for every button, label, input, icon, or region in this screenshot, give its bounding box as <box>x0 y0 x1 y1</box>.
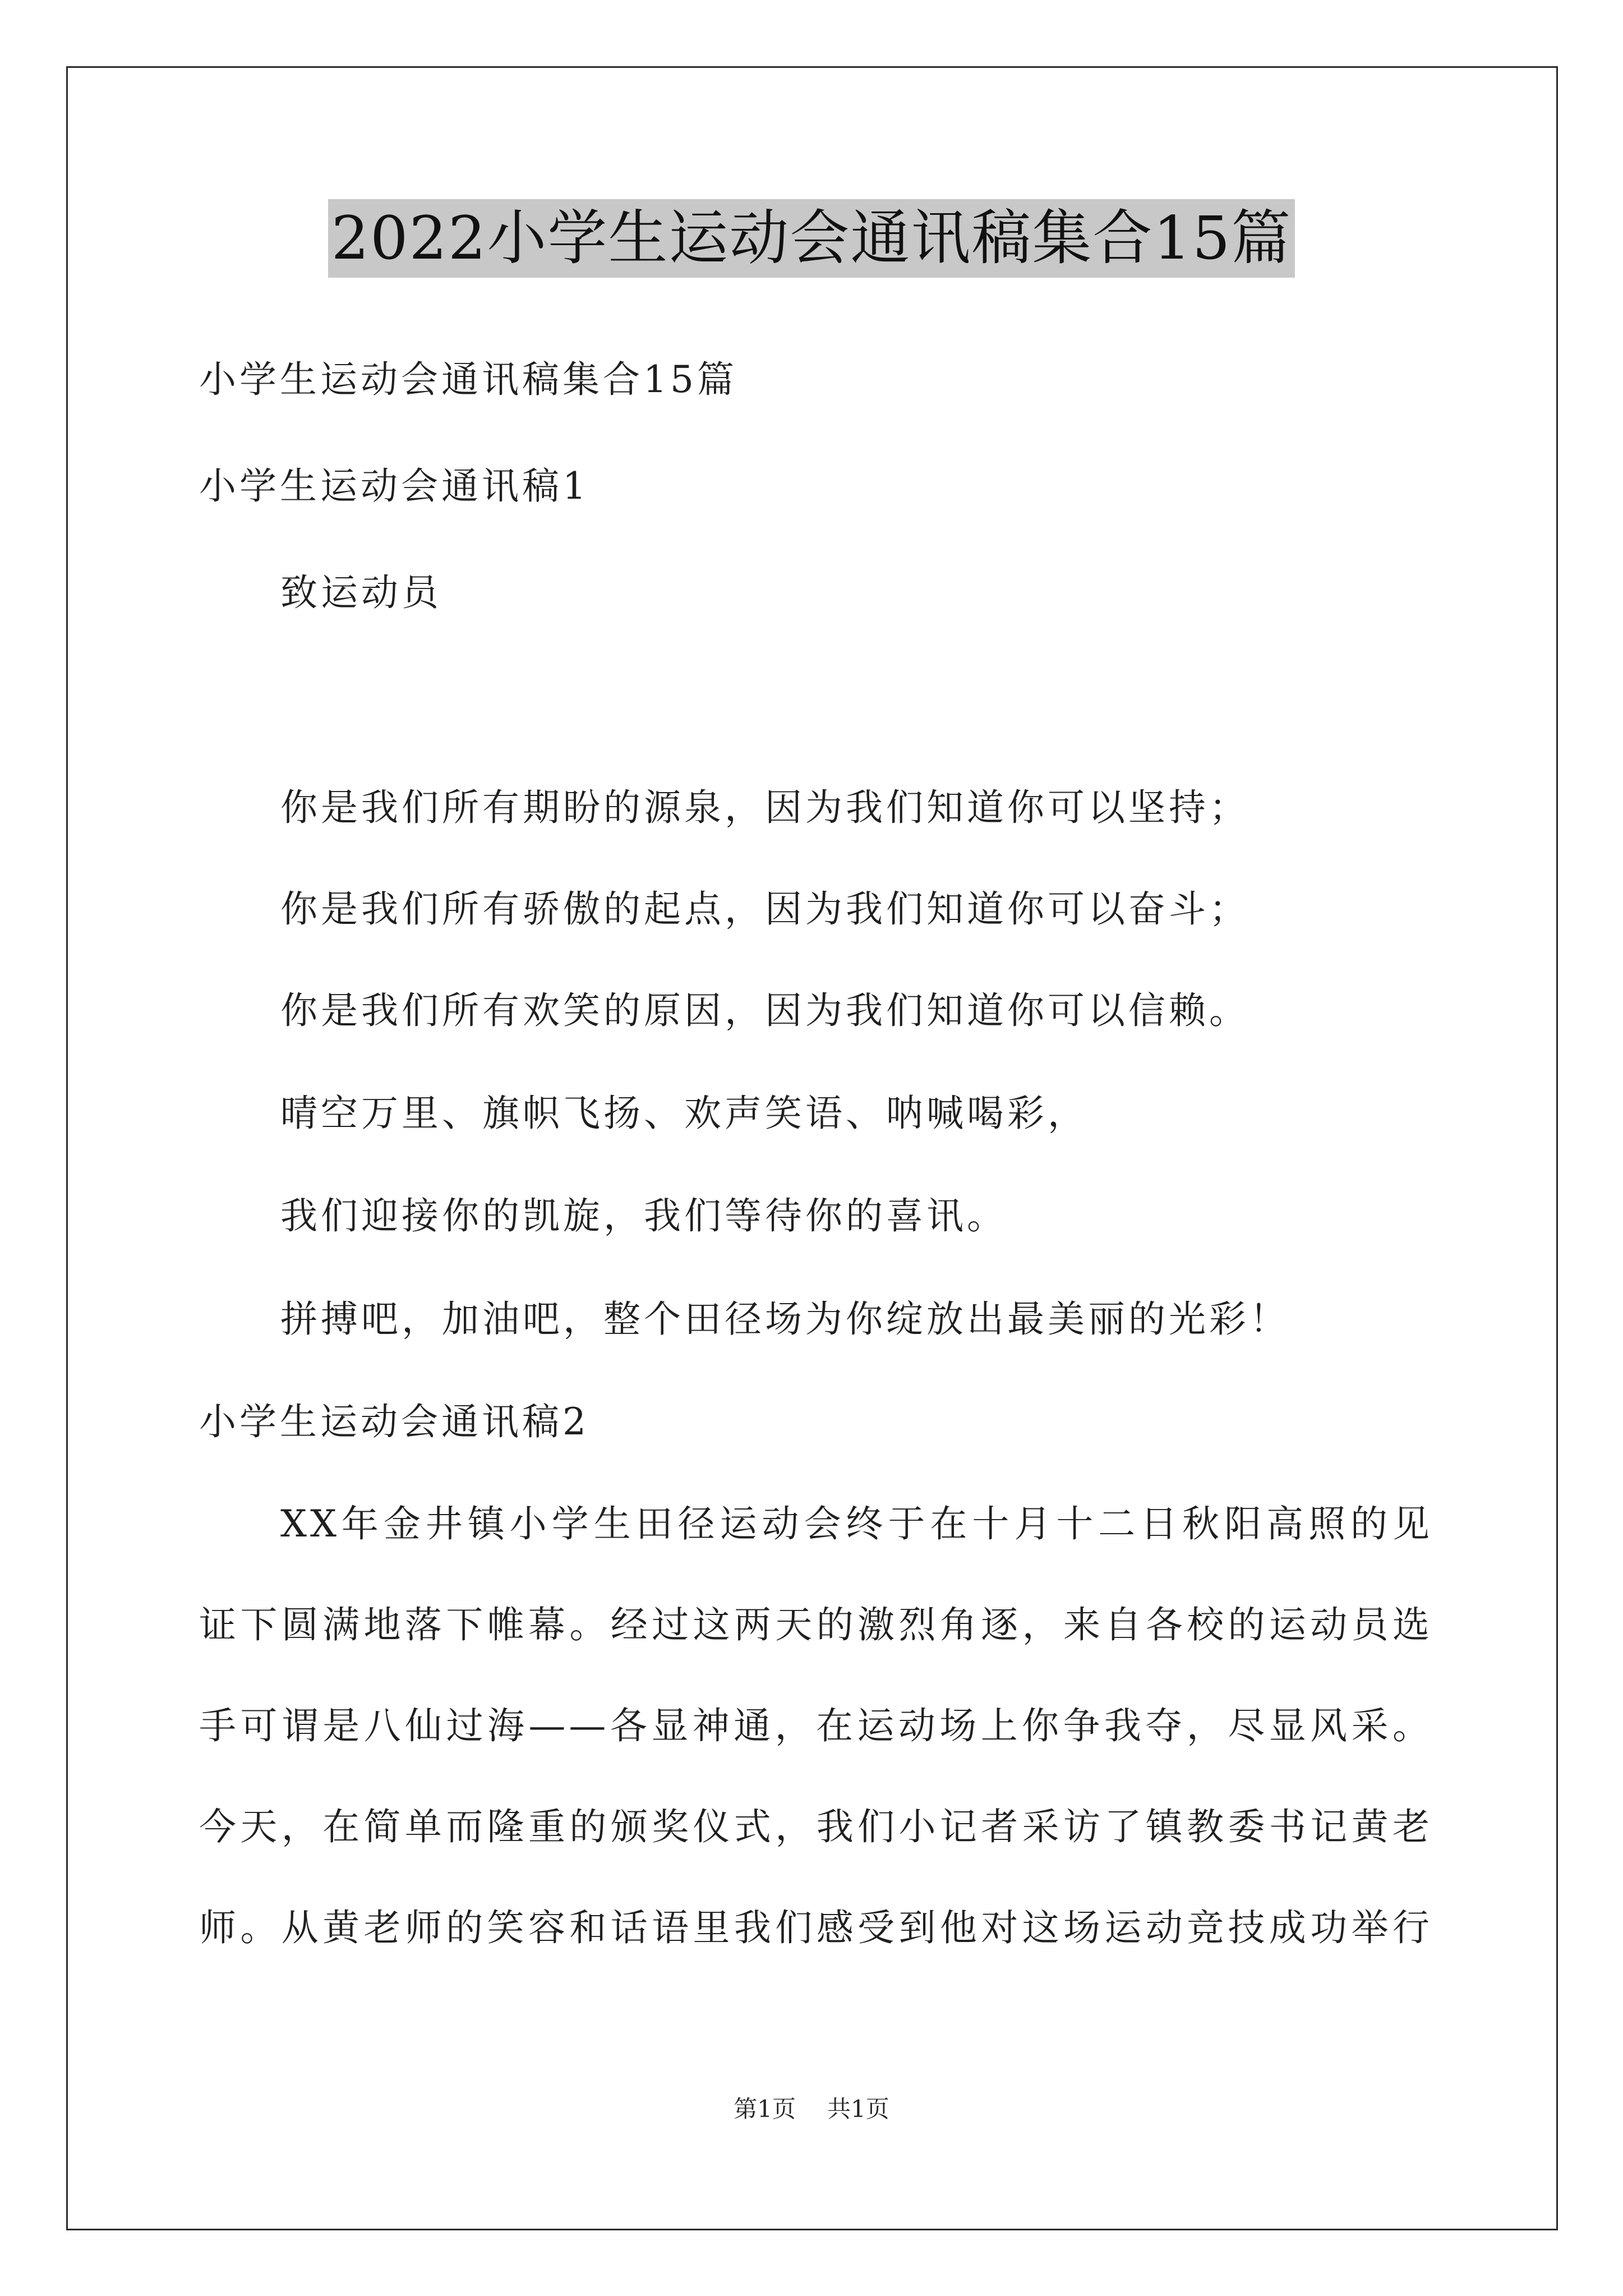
page-footer <box>0 2092 1623 2126</box>
body-paragraph <box>199 1499 1433 2004</box>
poem-title: 致运动员 <box>280 571 442 614</box>
section-heading-1: 小学生运动会通讯稿1 <box>199 464 589 508</box>
page-total: 共1页 <box>827 2095 889 2123</box>
poem-line: 拼搏吧，加油吧，整个田径场为你绽放出最美丽的光彩！ <box>280 1297 1290 1341</box>
section-heading-2: 小学生运动会通讯稿2 <box>199 1400 589 1443</box>
page-number: 第1页 <box>734 2095 796 2123</box>
poem-line: 你是我们所有骄傲的起点，因为我们知道你可以奋斗； <box>280 887 1249 931</box>
paragraph-line: 手可谓是八仙过海——各显神通，在运动场上你争我夺，尽显风采。 <box>199 1704 1433 1747</box>
poem-line: 你是我们所有欢笑的原因，因为我们知道你可以信赖。 <box>280 989 1249 1032</box>
paragraph-line: 今天，在简单而隆重的颁奖仪式，我们小记者采访了镇教委书记黄老 <box>199 1805 1433 1848</box>
poem-line: 晴空万里、旗帜飞扬、欢声笑语、呐喊喝彩， <box>280 1092 1088 1135</box>
paragraph-line: 证下圆满地落下帷幕。经过这两天的激烈角逐，来自各校的运动员选 <box>199 1603 1433 1646</box>
poem-line: 你是我们所有期盼的源泉，因为我们知道你可以坚持； <box>280 786 1249 829</box>
paragraph-line: XX年金井镇小学生田径运动会终于在十月十二日秋阳高照的见 <box>280 1502 1433 1545</box>
poem-line: 我们迎接你的凯旋，我们等待你的喜讯。 <box>280 1194 1007 1237</box>
collection-heading: 小学生运动会通讯稿集合15篇 <box>199 358 737 401</box>
paragraph-line: 师。从黄老师的笑容和话语里我们感受到他对这场运动竞技成功举行 <box>199 1906 1433 1949</box>
document-title: 2022小学生运动会通讯稿集合15篇 <box>328 199 1295 278</box>
title-container <box>0 199 1623 278</box>
